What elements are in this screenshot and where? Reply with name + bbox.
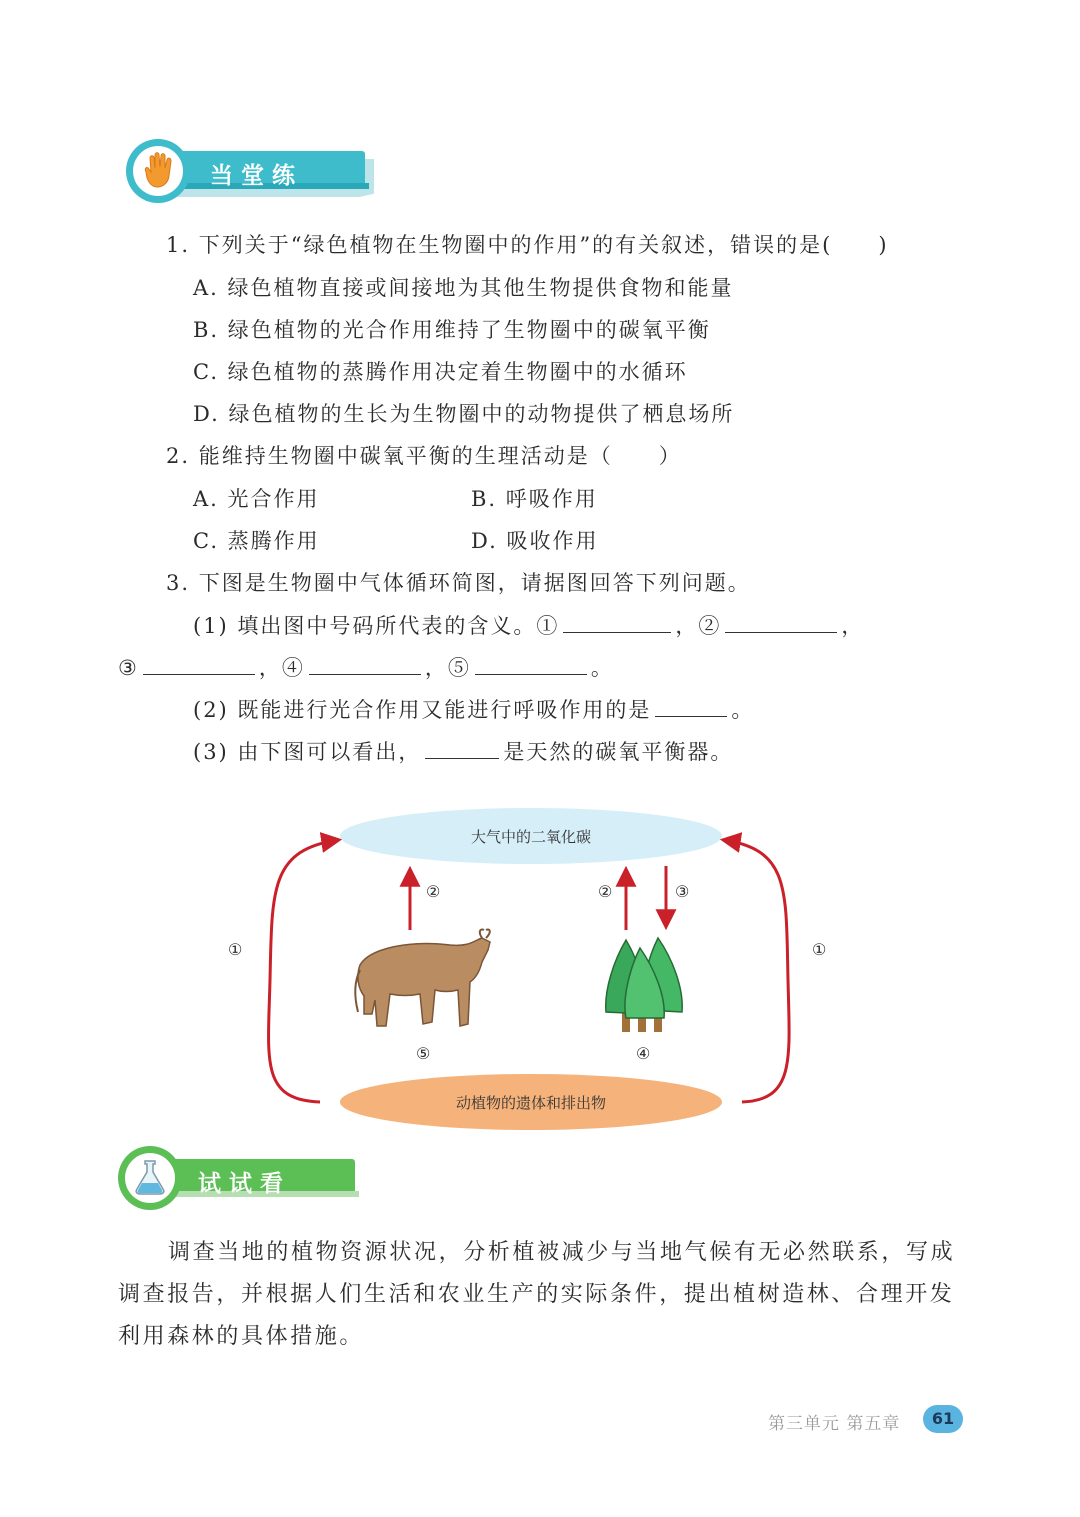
blank-2[interactable] — [725, 632, 837, 633]
blank-4[interactable] — [309, 674, 421, 675]
q3-sub1-circle3: ③ — [118, 656, 139, 680]
q3-sub3-text-a: (3) 由下图可以看出， — [193, 740, 422, 764]
blank-7[interactable] — [425, 758, 499, 759]
q3-sub1-sep5: ，⑤ — [424, 656, 471, 680]
label-animal-2: ② — [426, 882, 441, 901]
label-animal-5: ⑤ — [416, 1044, 431, 1063]
remains-box: 动植物的遗体和排出物 — [455, 1094, 606, 1112]
q2-option-b: B. 呼吸作用 — [471, 487, 598, 511]
practice-banner — [124, 137, 374, 205]
chapter-label: 第三单元 第五章 — [768, 1414, 901, 1434]
blank-1[interactable] — [563, 632, 671, 633]
gas-cycle-diagram — [220, 800, 860, 1140]
q1-option-d: D. 绿色植物的生长为生物圈中的动物提供了栖息场所 — [193, 402, 735, 426]
try-banner — [116, 1144, 366, 1212]
blank-6[interactable] — [655, 716, 727, 717]
q3-sub1-end: ， — [841, 614, 865, 638]
cow-icon — [355, 929, 490, 1026]
q2-option-d: D. 吸收作用 — [471, 529, 599, 553]
right-arc-arrow — [724, 840, 789, 1102]
q3-sub1-prefix: (1) 填出图中号码所代表的含义。① — [193, 614, 560, 638]
co2-box: 大气中的二氧化碳 — [470, 828, 591, 846]
q3-sub2-text: (2) 既能进行光合作用又能进行呼吸作用的是 — [193, 698, 652, 722]
flask-icon — [130, 1157, 170, 1197]
practice-title: 当堂练 — [210, 163, 303, 189]
q3-sub1-sep2: ，② — [675, 614, 722, 638]
label-plant-4: ④ — [636, 1044, 651, 1063]
page-number: 61 — [923, 1405, 963, 1433]
q3-sub3 — [193, 742, 733, 763]
q3-sub1-sep4: ，④ — [258, 656, 305, 680]
tree-icon — [606, 938, 682, 1032]
try-paragraph: 调查当地的植物资源状况，分析植被减少与当地气候有无必然联系，写成调查报告，并根据人们生活和农业生产的实际条件，提出植树造林、合理开发利用森林的具体措施。 — [118, 1240, 956, 1349]
q1-option-a: A. 绿色植物直接或间接地为其他生物提供食物和能量 — [193, 276, 734, 300]
q2-option-c: C. 蒸腾作用 — [193, 529, 320, 553]
blank-3[interactable] — [143, 674, 255, 675]
try-title: 试试看 — [198, 1171, 291, 1197]
hand-icon — [138, 150, 178, 190]
q3-sub2 — [193, 700, 754, 721]
q1-stem: 1. 下列关于“绿色植物在生物圈中的作用”的有关叙述，错误的是( ) — [166, 233, 889, 257]
label-right-1: ① — [812, 940, 827, 959]
q3-sub1-line2 — [118, 658, 614, 679]
q3-sub1-line1 — [193, 616, 864, 637]
q1-option-c: C. 绿色植物的蒸腾作用决定着生物圈中的水循环 — [193, 360, 688, 384]
label-plant-2: ② — [598, 882, 613, 901]
q3-sub1-period: 。 — [590, 656, 614, 680]
q3-sub2-period: 。 — [731, 698, 755, 722]
diagram-svg — [220, 800, 860, 1140]
q2-stem: 2. 能维持生物圈中碳氧平衡的生理活动是（ ） — [166, 444, 682, 468]
blank-5[interactable] — [475, 674, 587, 675]
label-plant-3: ③ — [675, 882, 690, 901]
q2-option-a: A. 光合作用 — [193, 487, 320, 511]
q3-stem: 3. 下图是生物圈中气体循环简图，请据图回答下列问题。 — [166, 571, 751, 595]
left-arc-arrow — [269, 840, 338, 1102]
label-left-1: ① — [228, 940, 243, 959]
q1-option-b: B. 绿色植物的光合作用维持了生物圈中的碳氧平衡 — [193, 318, 711, 342]
q3-sub3-text-b: 是天然的碳氧平衡器。 — [503, 740, 734, 764]
